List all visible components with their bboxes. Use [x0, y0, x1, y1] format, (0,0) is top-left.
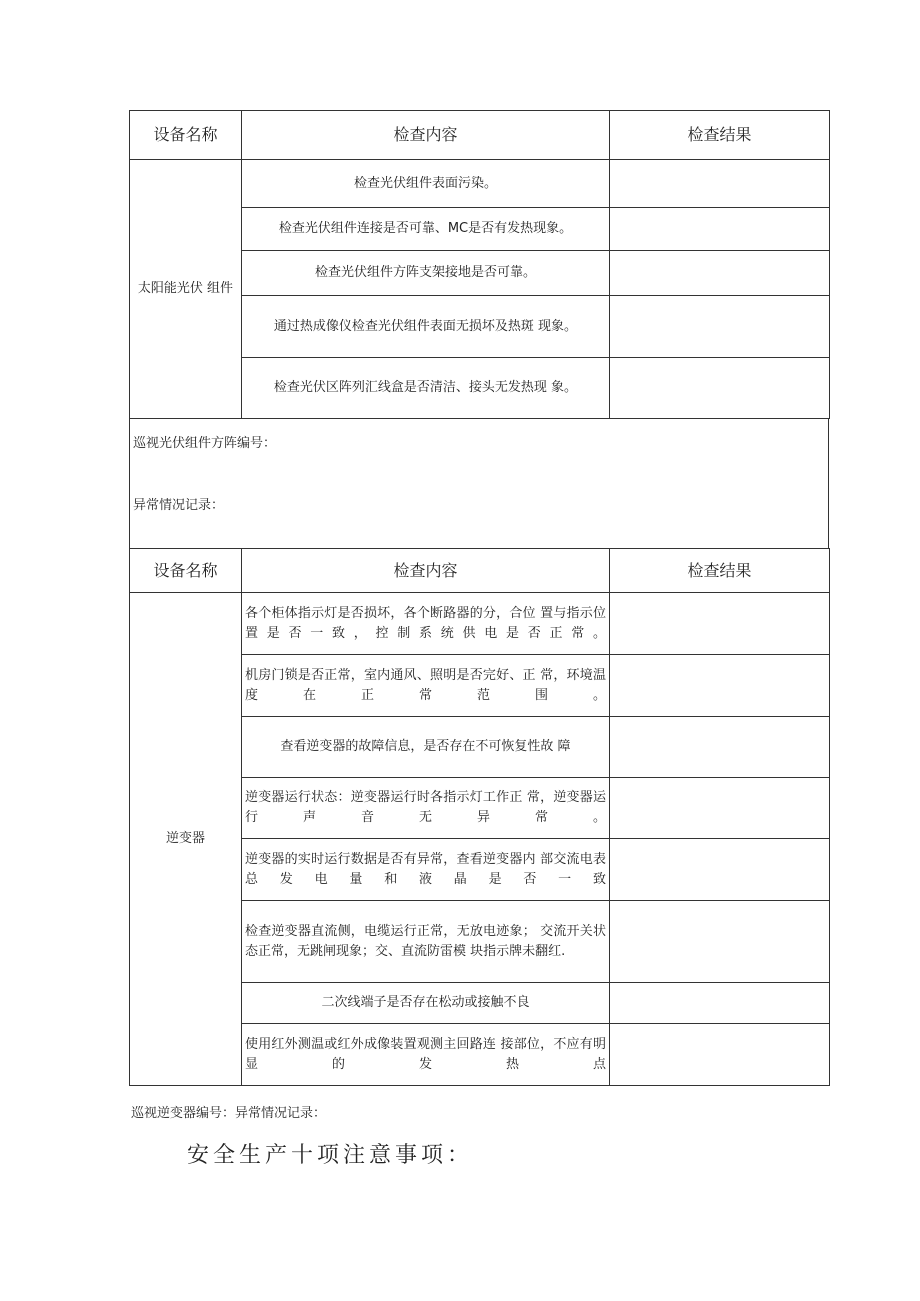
header-device-name: 设备名称 — [130, 111, 242, 160]
header-check-result: 检查结果 — [610, 549, 830, 593]
result-cell[interactable] — [610, 655, 830, 717]
result-cell[interactable] — [610, 901, 830, 983]
inverter-record-label: 巡视逆变器编号：异常情况记录： — [131, 1106, 327, 1121]
section-heading: 安全生产十项注意事项： — [187, 1143, 474, 1168]
check-item: 检查光伏组件方阵支架接地是否可靠。 — [242, 251, 610, 296]
result-cell[interactable] — [610, 1024, 830, 1086]
header-check-result: 检查结果 — [610, 111, 830, 160]
result-cell[interactable] — [610, 839, 830, 901]
check-item: 逆变器运行状态：逆变器运行时各指示灯工作正 常，逆变器运行声音无异常。 — [242, 778, 610, 839]
table-header-row — [130, 111, 830, 160]
result-cell[interactable] — [610, 160, 830, 208]
check-item: 各个柜体指示灯是否损坏，各个断路器的分，合位 置与指示位置是否一致，控制系统供电是否正常。 — [242, 593, 610, 655]
result-cell[interactable] — [610, 717, 830, 778]
check-item: 检查逆变器直流侧，电缆运行正常，无放电迹象； 交流开关状态正常，无跳闸现象；交、直流防雷模 块指示牌未翻红. — [242, 901, 610, 983]
check-item: 检查光伏组件表面污染。 — [242, 160, 610, 208]
result-cell[interactable] — [610, 778, 830, 839]
abnormal-record-label: 异常情况记录： — [133, 498, 225, 513]
header-check-content: 检查内容 — [242, 549, 610, 593]
result-cell[interactable] — [610, 208, 830, 251]
check-item: 通过热成像仪检查光伏组件表面无损坏及热斑 现象。 — [242, 296, 610, 358]
check-item: 检查光伏组件连接是否可靠、MC是否有发热现象。 — [242, 208, 610, 251]
check-item: 查看逆变器的故障信息，是否存在不可恢复性故 障 — [242, 717, 610, 778]
result-cell[interactable] — [610, 358, 830, 419]
check-item: 检查光伏区阵列汇线盒是否清洁、接头无发热现 象。 — [242, 358, 610, 419]
header-check-content: 检查内容 — [242, 111, 610, 160]
device-name-inverter: 逆变器 — [130, 593, 242, 1086]
pv-array-number-label: 巡视光伏组件方阵编号： — [133, 436, 277, 451]
result-cell[interactable] — [610, 983, 830, 1024]
pv-inspection-table — [129, 110, 830, 419]
result-cell[interactable] — [610, 296, 830, 358]
check-item: 使用红外测温或红外成像装置观测主回路连 接部位，不应有明显的发热点 — [242, 1024, 610, 1086]
pv-notes-box — [129, 418, 829, 548]
check-item: 二次线端子是否存在松动或接触不良 — [242, 983, 610, 1024]
device-name-pv-module: 太阳能光伏 组件 — [130, 160, 242, 419]
check-item: 逆变器的实时运行数据是否有异常，查看逆变器内 部交流电表总发电量和液晶是否一致 — [242, 839, 610, 901]
result-cell[interactable] — [610, 593, 830, 655]
result-cell[interactable] — [610, 251, 830, 296]
table-row — [130, 593, 830, 655]
check-item: 机房门锁是否正常，室内通风、照明是否完好、正 常，环境温度在正常范围。 — [242, 655, 610, 717]
header-device-name: 设备名称 — [130, 549, 242, 593]
table-header-row — [130, 549, 830, 593]
inverter-inspection-table — [129, 548, 830, 1086]
table-row — [130, 160, 830, 208]
